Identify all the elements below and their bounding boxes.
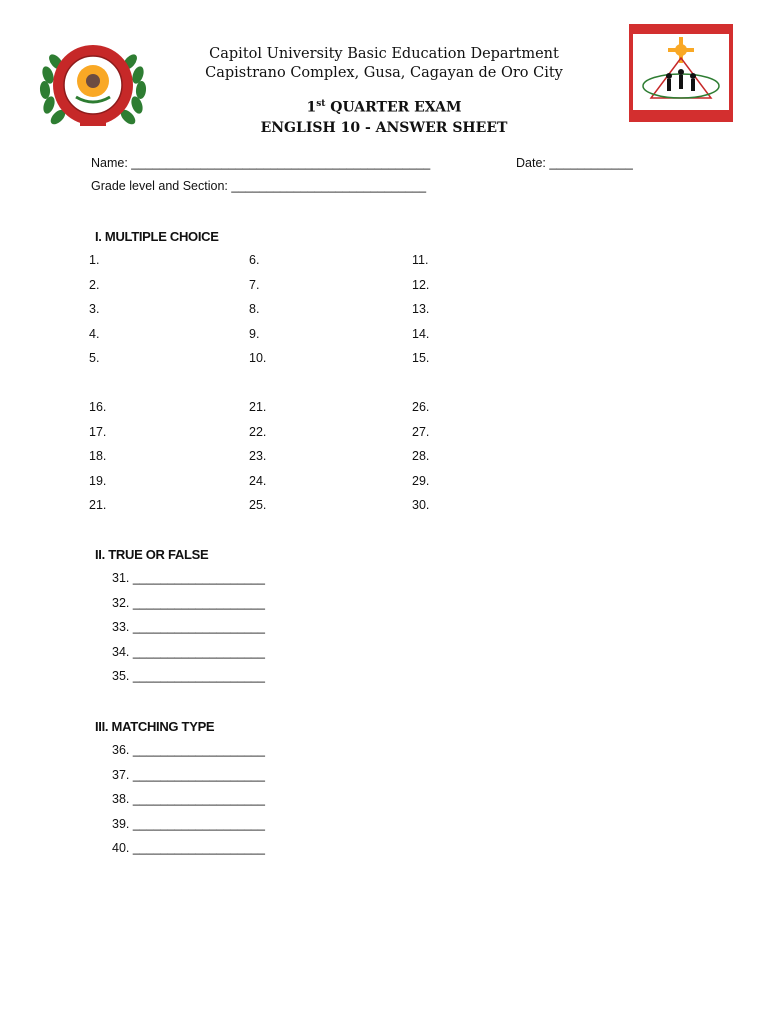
- school-address: Capistrano Complex, Gusa, Cagayan de Oro City: [205, 65, 563, 81]
- matching-item[interactable]: 38. ___________________: [112, 792, 265, 806]
- mc-item[interactable]: 21.: [89, 498, 107, 512]
- mc-item[interactable]: 8.: [249, 302, 260, 316]
- mc-item[interactable]: 23.: [249, 449, 267, 463]
- mc-item[interactable]: 14.: [412, 327, 430, 341]
- mc-item[interactable]: 18.: [89, 449, 107, 463]
- school-name: Capitol University Basic Education Department: [209, 46, 559, 62]
- mc-item[interactable]: 12.: [412, 278, 430, 292]
- mc-item[interactable]: 2.: [89, 278, 100, 292]
- date-field[interactable]: Date: ____________: [516, 156, 633, 170]
- mc-item[interactable]: 1.: [89, 253, 100, 267]
- mc-item[interactable]: 15.: [412, 351, 430, 365]
- exam-title-rest: QUARTER EXAM: [325, 99, 462, 116]
- mc-item[interactable]: 21.: [249, 400, 267, 414]
- mc-item[interactable]: 26.: [412, 400, 430, 414]
- exam-number: 1: [306, 99, 317, 116]
- name-field[interactable]: Name: ___________________________________________: [91, 156, 431, 170]
- mc-item[interactable]: 27.: [412, 425, 430, 439]
- matching-item[interactable]: 39. ___________________: [112, 816, 265, 831]
- mc-item[interactable]: 4.: [89, 327, 100, 341]
- true-false-item[interactable]: 31. ___________________: [112, 571, 265, 585]
- mc-item[interactable]: 16.: [89, 400, 107, 414]
- mc-item[interactable]: 17.: [89, 425, 107, 439]
- true-false-item[interactable]: 33. ___________________: [112, 620, 265, 634]
- mc-item[interactable]: 6.: [249, 253, 260, 267]
- mc-item[interactable]: 5.: [89, 351, 100, 365]
- mc-item[interactable]: 30.: [412, 498, 430, 512]
- mc-item[interactable]: 29.: [412, 474, 430, 488]
- mc-item[interactable]: 13.: [412, 302, 430, 316]
- matching-item[interactable]: 36. ___________________: [112, 743, 265, 757]
- true-false-item[interactable]: 34. ___________________: [112, 644, 265, 659]
- exam-ordinal: st: [316, 99, 326, 109]
- true-false-item[interactable]: 32. ___________________: [112, 595, 265, 610]
- grade-section-field[interactable]: Grade level and Section: ____________________________: [91, 179, 427, 193]
- mc-item[interactable]: 10.: [249, 351, 267, 365]
- exam-title: [0, 99, 768, 116]
- matching-item[interactable]: 37. ___________________: [112, 767, 265, 782]
- true-false-item[interactable]: 35. ___________________: [112, 669, 265, 683]
- mc-item[interactable]: 9.: [249, 327, 260, 341]
- section-matching-type: III. MATCHING TYPE: [95, 719, 215, 734]
- mc-item[interactable]: 22.: [249, 425, 267, 439]
- section-multiple-choice: I. MULTIPLE CHOICE: [95, 229, 219, 244]
- mc-item[interactable]: 19.: [89, 474, 107, 488]
- matching-item[interactable]: 40. ___________________: [112, 841, 265, 855]
- exam-subtitle: ENGLISH 10 - ANSWER SHEET: [260, 120, 508, 136]
- mc-item[interactable]: 3.: [89, 302, 100, 316]
- mc-item[interactable]: 28.: [412, 449, 430, 463]
- section-true-false: II. TRUE OR FALSE: [95, 547, 209, 562]
- mc-item[interactable]: 11.: [412, 253, 429, 267]
- mc-item[interactable]: 7.: [249, 278, 260, 292]
- mc-item[interactable]: 25.: [249, 498, 267, 512]
- mc-item[interactable]: 24.: [249, 474, 267, 488]
